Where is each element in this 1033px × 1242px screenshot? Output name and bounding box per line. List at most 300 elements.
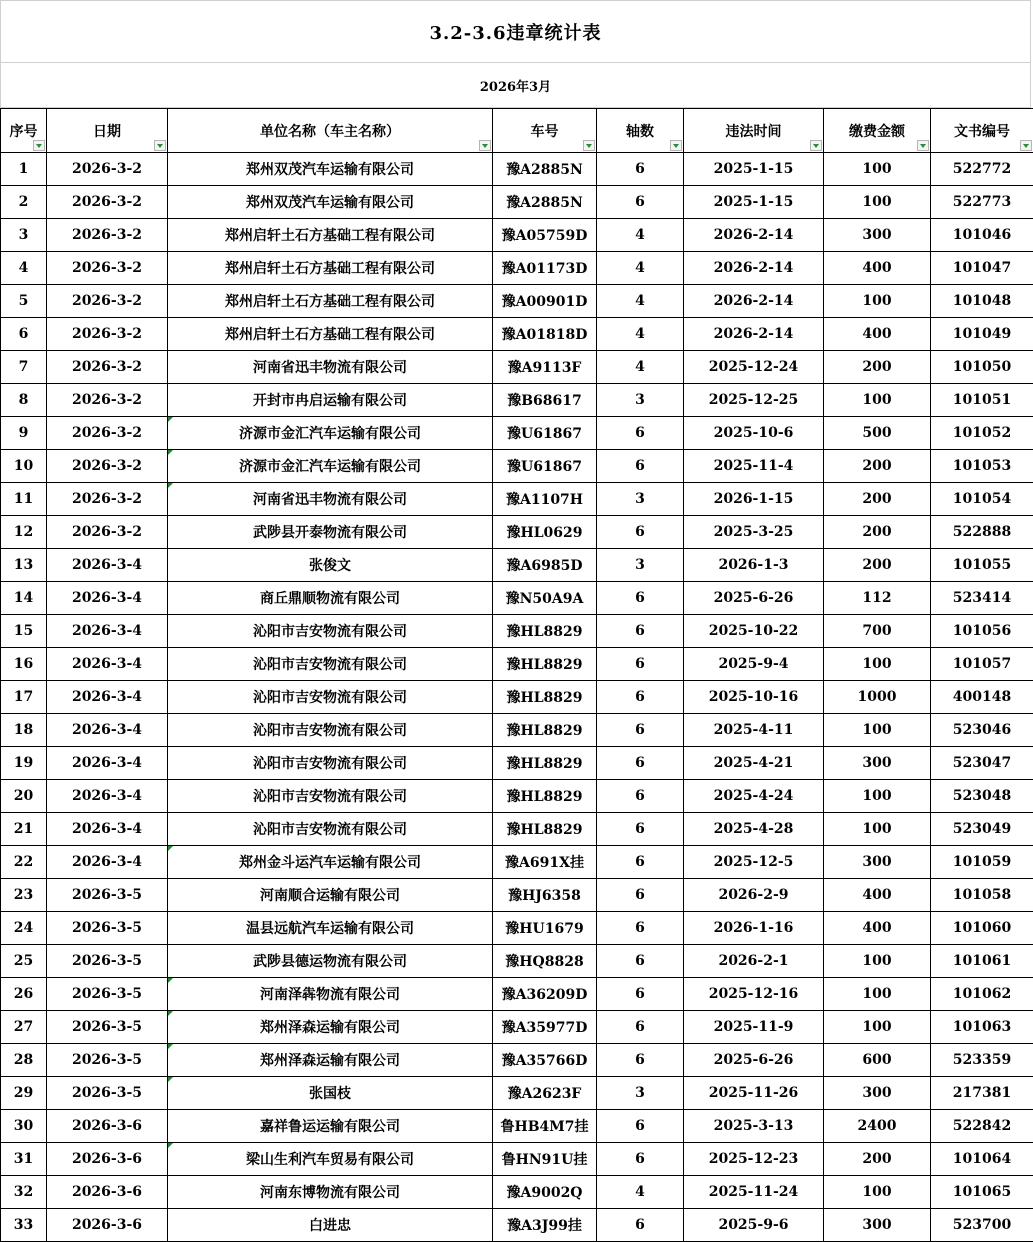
filter-dropdown-icon[interactable]	[917, 140, 929, 151]
cell-violation-time[interactable]: 2026-1-15	[684, 483, 824, 516]
cell-date[interactable]: 2026-3-6	[47, 1143, 168, 1176]
cell-doc-number[interactable]: 101064	[931, 1143, 1033, 1176]
filter-dropdown-icon[interactable]	[1020, 140, 1032, 151]
cell-plate[interactable]: 豫A3J99挂	[493, 1209, 597, 1242]
cell-doc-number[interactable]: 523359	[931, 1044, 1033, 1077]
cell-fee[interactable]: 300	[824, 219, 931, 252]
cell-seq[interactable]: 13	[1, 549, 47, 582]
table-row	[1, 615, 1033, 648]
cell-fee[interactable]: 300	[824, 1209, 931, 1242]
cell-doc-number[interactable]: 522772	[931, 153, 1033, 186]
cell-date[interactable]: 2026-3-2	[47, 384, 168, 417]
cell-seq[interactable]: 25	[1, 945, 47, 978]
comment-indicator-icon	[168, 1077, 173, 1082]
cell-fee[interactable]: 200	[824, 483, 931, 516]
cell-date[interactable]: 2026-3-5	[47, 1077, 168, 1110]
cell-doc-number[interactable]: 522773	[931, 186, 1033, 219]
cell-doc-number[interactable]: 101052	[931, 417, 1033, 450]
cell-fee[interactable]: 112	[824, 582, 931, 615]
cell-fee[interactable]: 100	[824, 1176, 931, 1209]
table-row	[1, 681, 1033, 714]
cell-violation-time[interactable]: 2025-12-23	[684, 1143, 824, 1176]
cell-plate[interactable]: 豫HL8829	[493, 714, 597, 747]
cell-violation-time[interactable]: 2025-3-13	[684, 1110, 824, 1143]
cell-plate[interactable]: 豫A1107H	[493, 483, 597, 516]
cell-axles[interactable]: 6	[597, 813, 684, 846]
cell-date[interactable]: 2026-3-4	[47, 846, 168, 879]
cell-axles[interactable]: 6	[597, 747, 684, 780]
cell-doc-number[interactable]: 101057	[931, 648, 1033, 681]
cell-violation-time[interactable]: 2025-10-16	[684, 681, 824, 714]
cell-plate[interactable]: 豫A05759D	[493, 219, 597, 252]
cell-unit-name[interactable]: 梁山生利汽车贸易有限公司	[168, 1143, 493, 1176]
cell-doc-number[interactable]: 101051	[931, 384, 1033, 417]
cell-fee[interactable]: 200	[824, 1143, 931, 1176]
filter-dropdown-icon[interactable]	[33, 140, 45, 151]
cell-plate[interactable]: 豫HL8829	[493, 681, 597, 714]
table-row	[1, 813, 1033, 846]
header-label: 违法时间	[725, 123, 782, 140]
cell-fee[interactable]: 100	[824, 780, 931, 813]
cell-plate[interactable]: 豫HL8829	[493, 780, 597, 813]
cell-violation-time[interactable]: 2025-4-28	[684, 813, 824, 846]
sheet-title[interactable]: 3.2-3.6违章统计表	[0, 0, 1031, 62]
cell-axles[interactable]: 6	[597, 846, 684, 879]
cell-fee[interactable]: 100	[824, 285, 931, 318]
cell-date[interactable]: 2026-3-4	[47, 615, 168, 648]
cell-unit-name[interactable]: 郑州双茂汽车运输有限公司	[168, 153, 493, 186]
cell-fee[interactable]: 400	[824, 912, 931, 945]
cell-plate[interactable]: 豫U61867	[493, 450, 597, 483]
header-seq[interactable]	[1, 109, 47, 153]
cell-plate[interactable]: 豫U61867	[493, 417, 597, 450]
cell-unit-name[interactable]: 开封市冉启运输有限公司	[168, 384, 493, 417]
cell-seq[interactable]: 4	[1, 252, 47, 285]
cell-doc-number[interactable]: 101049	[931, 318, 1033, 351]
cell-seq[interactable]: 7	[1, 351, 47, 384]
cell-axles[interactable]: 4	[597, 318, 684, 351]
cell-plate[interactable]: 豫HL8829	[493, 648, 597, 681]
cell-axles[interactable]: 6	[597, 1209, 684, 1242]
cell-doc-number[interactable]: 523049	[931, 813, 1033, 846]
cell-seq[interactable]: 23	[1, 879, 47, 912]
cell-axles[interactable]: 4	[597, 285, 684, 318]
cell-seq[interactable]: 17	[1, 681, 47, 714]
table-row	[1, 219, 1033, 252]
cell-seq[interactable]: 24	[1, 912, 47, 945]
cell-fee[interactable]: 200	[824, 549, 931, 582]
cell-axles[interactable]: 6	[597, 1044, 684, 1077]
cell-axles[interactable]: 6	[597, 615, 684, 648]
cell-doc-number[interactable]: 101065	[931, 1176, 1033, 1209]
cell-date[interactable]: 2026-3-5	[47, 1011, 168, 1044]
cell-date[interactable]: 2026-3-2	[47, 252, 168, 285]
cell-violation-time[interactable]: 2026-2-9	[684, 879, 824, 912]
cell-axles[interactable]: 6	[597, 648, 684, 681]
cell-axles[interactable]: 4	[597, 351, 684, 384]
cell-plate[interactable]: 豫A2885N	[493, 186, 597, 219]
cell-date[interactable]: 2026-3-2	[47, 153, 168, 186]
cell-fee[interactable]: 100	[824, 945, 931, 978]
cell-violation-time[interactable]: 2025-1-15	[684, 153, 824, 186]
cell-seq[interactable]: 21	[1, 813, 47, 846]
cell-unit-name[interactable]: 沁阳市吉安物流有限公司	[168, 648, 493, 681]
cell-unit-name[interactable]: 济源市金汇汽车运输有限公司	[168, 417, 493, 450]
cell-axles[interactable]: 6	[597, 681, 684, 714]
cell-violation-time[interactable]: 2025-11-4	[684, 450, 824, 483]
cell-fee[interactable]: 300	[824, 1077, 931, 1110]
cell-unit-name[interactable]: 郑州泽森运输有限公司	[168, 1011, 493, 1044]
header-date[interactable]	[47, 109, 168, 153]
cell-seq[interactable]: 31	[1, 1143, 47, 1176]
cell-seq[interactable]: 33	[1, 1209, 47, 1242]
header-doc-number[interactable]	[931, 109, 1033, 153]
cell-seq[interactable]: 22	[1, 846, 47, 879]
cell-fee[interactable]: 200	[824, 516, 931, 549]
cell-seq[interactable]: 29	[1, 1077, 47, 1110]
cell-seq[interactable]: 32	[1, 1176, 47, 1209]
cell-unit-name[interactable]: 张国枝	[168, 1077, 493, 1110]
table-row	[1, 780, 1033, 813]
cell-violation-time[interactable]: 2025-12-16	[684, 978, 824, 1011]
cell-axles[interactable]: 6	[597, 1143, 684, 1176]
cell-fee[interactable]: 100	[824, 153, 931, 186]
cell-axles[interactable]: 6	[597, 879, 684, 912]
cell-axles[interactable]: 3	[597, 483, 684, 516]
cell-date[interactable]: 2026-3-2	[47, 351, 168, 384]
cell-unit-name[interactable]: 河南泽犇物流有限公司	[168, 978, 493, 1011]
cell-doc-number[interactable]: 101046	[931, 219, 1033, 252]
cell-axles[interactable]: 6	[597, 450, 684, 483]
cell-seq[interactable]: 19	[1, 747, 47, 780]
header-label: 序号	[9, 123, 38, 140]
comment-indicator-icon	[168, 978, 173, 983]
cell-seq[interactable]: 18	[1, 714, 47, 747]
cell-axles[interactable]: 6	[597, 978, 684, 1011]
cell-plate[interactable]: 豫N50A9A	[493, 582, 597, 615]
cell-doc-number[interactable]: 101060	[931, 912, 1033, 945]
cell-plate[interactable]: 豫HJ6358	[493, 879, 597, 912]
cell-violation-time[interactable]: 2025-4-24	[684, 780, 824, 813]
table-row	[1, 186, 1033, 219]
cell-date[interactable]: 2026-3-4	[47, 813, 168, 846]
cell-doc-number[interactable]: 523046	[931, 714, 1033, 747]
cell-unit-name[interactable]: 沁阳市吉安物流有限公司	[168, 681, 493, 714]
cell-fee[interactable]: 2400	[824, 1110, 931, 1143]
cell-date[interactable]: 2026-3-2	[47, 285, 168, 318]
cell-date[interactable]: 2026-3-2	[47, 516, 168, 549]
cell-date[interactable]: 2026-3-2	[47, 219, 168, 252]
cell-date[interactable]: 2026-3-4	[47, 681, 168, 714]
filter-dropdown-icon[interactable]	[583, 140, 595, 151]
cell-fee[interactable]: 100	[824, 813, 931, 846]
cell-fee[interactable]: 100	[824, 186, 931, 219]
cell-violation-time[interactable]: 2025-12-5	[684, 846, 824, 879]
cell-violation-time[interactable]: 2025-12-24	[684, 351, 824, 384]
cell-date[interactable]: 2026-3-4	[47, 549, 168, 582]
cell-plate[interactable]: 豫A00901D	[493, 285, 597, 318]
cell-date[interactable]: 2026-3-4	[47, 648, 168, 681]
filter-dropdown-icon[interactable]	[154, 140, 166, 151]
cell-plate[interactable]: 鲁HN91U挂	[493, 1143, 597, 1176]
cell-violation-time[interactable]: 2025-1-15	[684, 186, 824, 219]
cell-seq[interactable]: 30	[1, 1110, 47, 1143]
cell-seq[interactable]: 1	[1, 153, 47, 186]
header-label: 文书编号	[954, 123, 1010, 140]
cell-doc-number[interactable]: 523047	[931, 747, 1033, 780]
cell-doc-number[interactable]: 101053	[931, 450, 1033, 483]
cell-date[interactable]: 2026-3-4	[47, 582, 168, 615]
cell-plate[interactable]: 豫A35766D	[493, 1044, 597, 1077]
cell-doc-number[interactable]: 101059	[931, 846, 1033, 879]
cell-plate[interactable]: 豫A9113F	[493, 351, 597, 384]
cell-axles[interactable]: 6	[597, 186, 684, 219]
cell-plate[interactable]: 豫A6985D	[493, 549, 597, 582]
cell-axles[interactable]: 6	[597, 912, 684, 945]
cell-violation-time[interactable]: 2026-2-14	[684, 318, 824, 351]
cell-doc-number[interactable]: 101050	[931, 351, 1033, 384]
cell-doc-number[interactable]: 523048	[931, 780, 1033, 813]
cell-date[interactable]: 2026-3-2	[47, 186, 168, 219]
cell-axles[interactable]: 4	[597, 252, 684, 285]
cell-axles[interactable]: 6	[597, 780, 684, 813]
cell-axles[interactable]: 6	[597, 945, 684, 978]
cell-fee[interactable]: 400	[824, 879, 931, 912]
cell-unit-name[interactable]: 河南省迅丰物流有限公司	[168, 483, 493, 516]
header-plate[interactable]	[493, 109, 597, 153]
cell-date[interactable]: 2026-3-5	[47, 978, 168, 1011]
cell-unit-name[interactable]: 郑州启轩土石方基础工程有限公司	[168, 285, 493, 318]
cell-unit-name[interactable]: 河南顺合运输有限公司	[168, 879, 493, 912]
cell-axles[interactable]: 6	[597, 1011, 684, 1044]
cell-date[interactable]: 2026-3-6	[47, 1176, 168, 1209]
cell-violation-time[interactable]: 2025-12-25	[684, 384, 824, 417]
cell-plate[interactable]: 豫HQ8828	[493, 945, 597, 978]
cell-fee[interactable]: 300	[824, 747, 931, 780]
cell-violation-time[interactable]: 2026-2-14	[684, 252, 824, 285]
header-axles[interactable]	[597, 109, 684, 153]
cell-unit-name[interactable]: 郑州启轩土石方基础工程有限公司	[168, 318, 493, 351]
header-label: 日期	[93, 123, 121, 140]
cell-axles[interactable]: 6	[597, 153, 684, 186]
cell-plate[interactable]: 豫A36209D	[493, 978, 597, 1011]
cell-plate[interactable]: 豫A2623F	[493, 1077, 597, 1110]
cell-fee[interactable]: 100	[824, 384, 931, 417]
cell-doc-number[interactable]: 101061	[931, 945, 1033, 978]
cell-seq[interactable]: 8	[1, 384, 47, 417]
cell-unit-name[interactable]: 嘉祥鲁运运输有限公司	[168, 1110, 493, 1143]
cell-axles[interactable]: 3	[597, 549, 684, 582]
cell-axles[interactable]: 3	[597, 384, 684, 417]
cell-seq[interactable]: 28	[1, 1044, 47, 1077]
sheet-subtitle[interactable]: 2026年3月	[0, 62, 1031, 108]
cell-violation-time[interactable]: 2025-3-25	[684, 516, 824, 549]
cell-unit-name[interactable]: 沁阳市吉安物流有限公司	[168, 714, 493, 747]
cell-doc-number[interactable]: 101055	[931, 549, 1033, 582]
cell-date[interactable]: 2026-3-4	[47, 747, 168, 780]
cell-fee[interactable]: 200	[824, 351, 931, 384]
cell-unit-name[interactable]: 郑州泽森运输有限公司	[168, 1044, 493, 1077]
cell-violation-time[interactable]: 2025-9-4	[684, 648, 824, 681]
cell-violation-time[interactable]: 2025-4-21	[684, 747, 824, 780]
cell-seq[interactable]: 26	[1, 978, 47, 1011]
cell-unit-name[interactable]: 沁阳市吉安物流有限公司	[168, 747, 493, 780]
cell-plate[interactable]: 豫A2885N	[493, 153, 597, 186]
cell-date[interactable]: 2026-3-2	[47, 318, 168, 351]
filter-dropdown-icon[interactable]	[810, 140, 822, 151]
cell-plate[interactable]: 豫A01173D	[493, 252, 597, 285]
header-fee[interactable]	[824, 109, 931, 153]
cell-plate[interactable]: 豫A691X挂	[493, 846, 597, 879]
cell-seq[interactable]: 6	[1, 318, 47, 351]
cell-fee[interactable]: 100	[824, 978, 931, 1011]
cell-plate[interactable]: 豫A9002Q	[493, 1176, 597, 1209]
cell-fee[interactable]: 100	[824, 1011, 931, 1044]
cell-violation-time[interactable]: 2026-2-14	[684, 219, 824, 252]
cell-doc-number[interactable]: 523414	[931, 582, 1033, 615]
cell-doc-number[interactable]: 101048	[931, 285, 1033, 318]
cell-unit-name[interactable]: 郑州启轩土石方基础工程有限公司	[168, 219, 493, 252]
cell-plate[interactable]: 豫HL8829	[493, 813, 597, 846]
cell-date[interactable]: 2026-3-4	[47, 780, 168, 813]
cell-plate[interactable]: 豫HU1679	[493, 912, 597, 945]
table-row	[1, 384, 1033, 417]
cell-unit-name[interactable]: 河南省迅丰物流有限公司	[168, 351, 493, 384]
cell-violation-time[interactable]: 2025-10-22	[684, 615, 824, 648]
cell-doc-number[interactable]: 101063	[931, 1011, 1033, 1044]
comment-indicator-icon	[168, 1044, 173, 1049]
cell-unit-name[interactable]: 温县远航汽车运输有限公司	[168, 912, 493, 945]
cell-fee[interactable]: 100	[824, 714, 931, 747]
cell-plate[interactable]: 豫HL8829	[493, 615, 597, 648]
cell-plate[interactable]: 豫HL0629	[493, 516, 597, 549]
cell-axles[interactable]: 6	[597, 1110, 684, 1143]
cell-seq[interactable]: 2	[1, 186, 47, 219]
cell-date[interactable]: 2026-3-5	[47, 879, 168, 912]
cell-date[interactable]: 2026-3-2	[47, 450, 168, 483]
cell-doc-number[interactable]: 400148	[931, 681, 1033, 714]
cell-unit-name[interactable]: 郑州双茂汽车运输有限公司	[168, 186, 493, 219]
cell-unit-name[interactable]: 武陟县开泰物流有限公司	[168, 516, 493, 549]
cell-axles[interactable]: 4	[597, 1176, 684, 1209]
cell-axles[interactable]: 3	[597, 1077, 684, 1110]
table-row	[1, 1143, 1033, 1176]
cell-seq[interactable]: 20	[1, 780, 47, 813]
header-row	[1, 109, 1033, 153]
cell-doc-number[interactable]: 522888	[931, 516, 1033, 549]
cell-fee[interactable]: 1000	[824, 681, 931, 714]
cell-date[interactable]: 2026-3-5	[47, 945, 168, 978]
cell-violation-time[interactable]: 2025-6-26	[684, 582, 824, 615]
cell-date[interactable]: 2026-3-6	[47, 1110, 168, 1143]
cell-seq[interactable]: 9	[1, 417, 47, 450]
filter-dropdown-icon[interactable]	[479, 140, 491, 151]
cell-unit-name[interactable]: 郑州启轩土石方基础工程有限公司	[168, 252, 493, 285]
cell-violation-time[interactable]: 2026-2-14	[684, 285, 824, 318]
cell-unit-name[interactable]: 济源市金汇汽车运输有限公司	[168, 450, 493, 483]
cell-axles[interactable]: 4	[597, 219, 684, 252]
cell-doc-number[interactable]: 522842	[931, 1110, 1033, 1143]
cell-date[interactable]: 2026-3-2	[47, 417, 168, 450]
cell-violation-time[interactable]: 2025-11-9	[684, 1011, 824, 1044]
cell-date[interactable]: 2026-3-4	[47, 714, 168, 747]
cell-unit-name[interactable]: 张俊文	[168, 549, 493, 582]
cell-fee[interactable]: 600	[824, 1044, 931, 1077]
cell-seq[interactable]: 10	[1, 450, 47, 483]
cell-unit-name[interactable]: 沁阳市吉安物流有限公司	[168, 615, 493, 648]
filter-dropdown-icon[interactable]	[670, 140, 682, 151]
cell-date[interactable]: 2026-3-6	[47, 1209, 168, 1242]
cell-unit-name[interactable]: 郑州金斗运汽车运输有限公司	[168, 846, 493, 879]
cell-fee[interactable]: 400	[824, 318, 931, 351]
cell-violation-time[interactable]: 2026-1-3	[684, 549, 824, 582]
cell-doc-number[interactable]: 101054	[931, 483, 1033, 516]
cell-doc-number[interactable]: 101062	[931, 978, 1033, 1011]
cell-date[interactable]: 2026-3-2	[47, 483, 168, 516]
cell-fee[interactable]: 500	[824, 417, 931, 450]
cell-violation-time[interactable]: 2026-1-16	[684, 912, 824, 945]
cell-violation-time[interactable]: 2025-4-11	[684, 714, 824, 747]
cell-seq[interactable]: 5	[1, 285, 47, 318]
header-unit-name[interactable]	[168, 109, 493, 153]
cell-violation-time[interactable]: 2026-2-1	[684, 945, 824, 978]
header-label: 缴费金额	[849, 123, 905, 140]
cell-fee[interactable]: 300	[824, 846, 931, 879]
header-violation-time[interactable]	[684, 109, 824, 153]
cell-fee[interactable]: 100	[824, 648, 931, 681]
cell-plate[interactable]: 豫B68617	[493, 384, 597, 417]
cell-doc-number[interactable]: 217381	[931, 1077, 1033, 1110]
cell-violation-time[interactable]: 2025-9-6	[684, 1209, 824, 1242]
cell-axles[interactable]: 6	[597, 714, 684, 747]
header-label: 轴数	[626, 123, 654, 140]
cell-fee[interactable]: 200	[824, 450, 931, 483]
cell-date[interactable]: 2026-3-5	[47, 1044, 168, 1077]
cell-axles[interactable]: 6	[597, 582, 684, 615]
cell-seq[interactable]: 3	[1, 219, 47, 252]
cell-doc-number[interactable]: 101056	[931, 615, 1033, 648]
cell-fee[interactable]: 400	[824, 252, 931, 285]
cell-axles[interactable]: 6	[597, 516, 684, 549]
cell-unit-name[interactable]: 沁阳市吉安物流有限公司	[168, 813, 493, 846]
cell-doc-number[interactable]: 523700	[931, 1209, 1033, 1242]
cell-plate[interactable]: 豫A01818D	[493, 318, 597, 351]
cell-violation-time[interactable]: 2025-11-26	[684, 1077, 824, 1110]
cell-unit-name[interactable]: 商丘鼎顺物流有限公司	[168, 582, 493, 615]
cell-unit-name[interactable]: 武陟县德运物流有限公司	[168, 945, 493, 978]
cell-violation-time[interactable]: 2025-10-6	[684, 417, 824, 450]
cell-seq[interactable]: 12	[1, 516, 47, 549]
cell-plate[interactable]: 豫HL8829	[493, 747, 597, 780]
cell-unit-name[interactable]: 白进忠	[168, 1209, 493, 1242]
cell-violation-time[interactable]: 2025-11-24	[684, 1176, 824, 1209]
cell-seq[interactable]: 11	[1, 483, 47, 516]
cell-doc-number[interactable]: 101058	[931, 879, 1033, 912]
cell-unit-name[interactable]: 沁阳市吉安物流有限公司	[168, 780, 493, 813]
cell-axles[interactable]: 6	[597, 417, 684, 450]
cell-seq[interactable]: 14	[1, 582, 47, 615]
cell-fee[interactable]: 700	[824, 615, 931, 648]
cell-doc-number[interactable]: 101047	[931, 252, 1033, 285]
cell-date[interactable]: 2026-3-5	[47, 912, 168, 945]
cell-plate[interactable]: 豫A35977D	[493, 1011, 597, 1044]
cell-seq[interactable]: 27	[1, 1011, 47, 1044]
cell-seq[interactable]: 15	[1, 615, 47, 648]
cell-plate[interactable]: 鲁HB4M7挂	[493, 1110, 597, 1143]
cell-seq[interactable]: 16	[1, 648, 47, 681]
cell-violation-time[interactable]: 2025-6-26	[684, 1044, 824, 1077]
cell-unit-name[interactable]: 河南东博物流有限公司	[168, 1176, 493, 1209]
